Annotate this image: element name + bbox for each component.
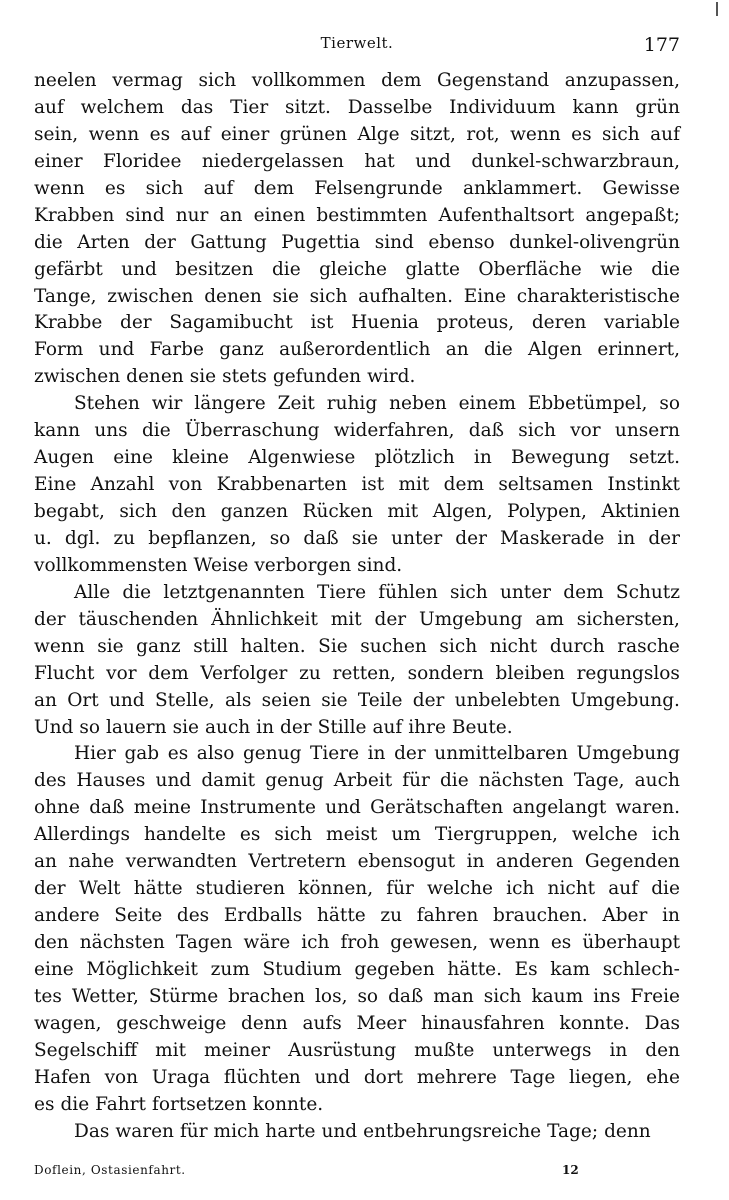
text-line: vollkommensten Weise verborgen sind. <box>34 554 403 576</box>
paragraph <box>34 68 680 391</box>
text-line: Und so lauern sie auch in der Stille auf ihre Beute. <box>34 716 513 738</box>
text-line: es die Fahrt fortsetzen konnte. <box>34 1093 324 1115</box>
text-line: begabt, sich den ganzen Rücken mit Algen, Polypen, Aktinien <box>34 501 680 522</box>
page-header <box>34 34 680 58</box>
page-number: 177 <box>643 34 680 56</box>
text-line: u. dgl. zu bepflanzen, so daß sie unter der Maskerade in der <box>34 527 680 549</box>
text-line: neelen vermag sich vollkommen dem Gegenstand anzupassen, <box>34 70 680 91</box>
text-line: Hier gab es also genug Tiere in der unmittelbaren Umgebung <box>74 743 680 765</box>
text-line: Hafen von Uraga flüchten und dort mehrere Tage liegen, ehe <box>34 1066 680 1088</box>
text-line: andere Seite des Erdballs hätte zu fahren brauchen. Aber in <box>34 905 680 927</box>
text-line: an nahe verwandten Vertretern ebensogut in anderen Gegenden <box>34 851 680 873</box>
text-line: Das waren für mich harte und entbehrungsreiche Tage; denn <box>74 1120 651 1142</box>
text-line: Krabben sind nur an einen bestimmten Aufenthaltsort angepaßt; <box>34 204 680 226</box>
text-line: den nächsten Tagen wäre ich froh gewesen, wenn es überhaupt <box>34 932 680 953</box>
text-line: Flucht vor dem Verfolger zu retten, sondern bleiben regungslos <box>34 662 680 684</box>
text-line: Segelschiff mit meiner Ausrüstung mußte unterwegs in den <box>34 1039 680 1061</box>
text-line: Alle die letztgenannten Tiere fühlen sich unter dem Schutz <box>74 581 680 603</box>
text-line: die Arten der Gattung Pugettia sind ebenso dunkel-olivengrün <box>34 231 680 253</box>
text-line: eine Möglichkeit zum Studium gegeben hätte. Es kam schlech- <box>34 958 680 980</box>
signature-mark: 12 <box>562 1163 579 1177</box>
text-line: der Welt hätte studieren können, für welche ich nicht auf die <box>34 878 680 900</box>
paragraph <box>34 580 680 742</box>
scan-edge-mark <box>716 2 718 16</box>
text-line: Krabbe der Sagamibucht ist Huenia proteus, deren variable <box>34 312 680 334</box>
text-line: sein, wenn es auf einer grünen Alge sitzt, rot, wenn es sich auf <box>34 123 680 145</box>
text-line: Form und Farbe ganz außerordentlich an die Algen erinnert, <box>34 339 680 361</box>
body-text <box>34 68 680 1146</box>
paragraph <box>34 1119 680 1146</box>
text-line: auf welchem das Tier sitzt. Dasselbe Individuum kann grün <box>34 96 680 118</box>
text-line: Allerdings handelte es sich meist um Tiergruppen, welche ich <box>34 824 680 846</box>
paragraph <box>34 391 680 580</box>
text-line: wagen, geschweige denn aufs Meer hinausfahren konnte. Das <box>34 1012 680 1034</box>
text-line: wenn sie ganz still halten. Sie suchen sich nicht durch rasche <box>34 635 680 657</box>
text-line: Stehen wir längere Zeit ruhig neben einem Ebbetümpel, so <box>74 393 680 415</box>
text-line: Augen eine kleine Algenwiese plötzlich in Bewegung setzt. <box>34 447 680 469</box>
text-line: zwischen denen sie stets gefunden wird. <box>34 366 416 388</box>
text-line: einer Floridee niedergelassen hat und dunkel-schwarzbraun, <box>34 150 680 172</box>
running-title: Tierwelt. <box>320 34 394 52</box>
text-line: an Ort und Stelle, als seien sie Teile der unbelebten Umgebung. <box>34 689 680 711</box>
text-line: gefärbt und besitzen die gleiche glatte Oberfläche wie die <box>34 258 680 280</box>
text-line: Tange, zwischen denen sie sich aufhalten. Eine charakteristische <box>34 285 680 307</box>
text-line: tes Wetter, Stürme brachen los, so daß man sich kaum ins Freie <box>34 985 680 1007</box>
text-line: kann uns die Überraschung widerfahren, daß sich vor unsern <box>34 420 680 442</box>
text-line: des Hauses und damit genug Arbeit für die nächsten Tage, auch <box>34 770 680 792</box>
paragraph <box>34 741 680 1118</box>
text-line: Eine Anzahl von Krabbenarten ist mit dem seltsamen Instinkt <box>34 474 680 496</box>
page-footer <box>34 1163 680 1183</box>
footer-author-title: Doflein, Ostasienfahrt. <box>34 1163 186 1177</box>
text-line: der täuschenden Ähnlichkeit mit der Umgebung am sichersten, <box>34 608 680 630</box>
text-line: wenn es sich auf dem Felsengrunde anklammert. Gewisse <box>34 177 680 199</box>
text-line: ohne daß meine Instrumente und Gerätschaften angelangt waren. <box>34 797 680 819</box>
